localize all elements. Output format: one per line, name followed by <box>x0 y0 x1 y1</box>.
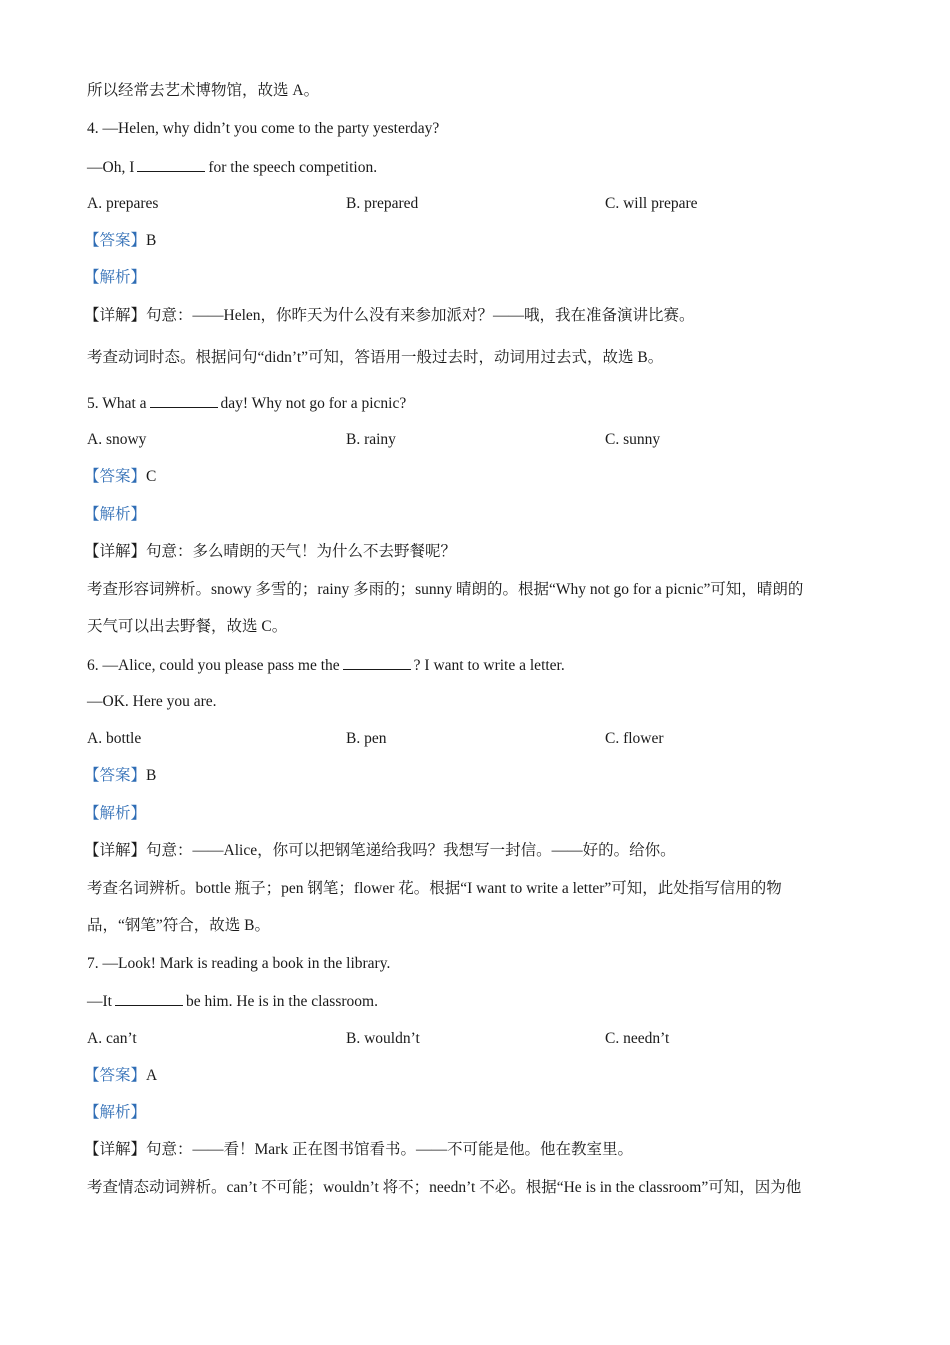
intro-text: 所以经常去艺术博物馆，故选 A。 <box>87 82 320 99</box>
q4-option-c: C. will prepare <box>605 195 698 212</box>
q5-answer-value: C <box>146 468 157 485</box>
q5-answer <box>84 467 156 487</box>
q7-stem-prefix: —It <box>87 993 112 1010</box>
q7-explain-line1: 考查情态动词辨析。can’t 不可能；wouldn’t 将不；needn’t 不必。根据“He is in the classroom”可知，因为他 <box>87 1179 802 1196</box>
q6-stem-suffix: ? I want to write a letter. <box>413 657 565 674</box>
q5-stem-suffix: day! Why not go for a picnic? <box>220 395 407 412</box>
q4-stem-line2 <box>87 157 377 178</box>
q6-stem-line1 <box>87 655 565 676</box>
q4-detail <box>84 306 695 326</box>
q6-explain-line2: 品，“钢笔”符合，故选 B。 <box>87 917 270 934</box>
q6-option-a: A. bottle <box>87 730 142 747</box>
q5-explain-line1: 考查形容词辨析。snowy 多雪的；rainy 多雨的；sunny 晴朗的。根据“Why not go for a picnic”可知，晴朗的 <box>87 581 804 598</box>
analysis-tag: 【解析】 <box>84 269 147 286</box>
q5-stem-prefix: 5. What a <box>87 395 147 412</box>
q6-answer <box>84 766 156 786</box>
q4-option-a: A. prepares <box>87 195 159 212</box>
q5-analysis-tag <box>84 505 146 525</box>
q5-detail <box>84 542 456 562</box>
answer-tag: 【答案】 <box>84 468 147 485</box>
q7-option-b: B. wouldn’t <box>346 1030 420 1047</box>
q5-option-a: A. snowy <box>87 431 147 448</box>
q7-stem-suffix: be him. He is in the classroom. <box>185 993 378 1010</box>
q6-option-b: B. pen <box>346 730 387 747</box>
q4-option-b: B. prepared <box>346 195 419 212</box>
detail-tag: 【详解】 <box>84 307 147 324</box>
q6-blank <box>343 655 411 670</box>
q7-answer-value: A <box>146 1067 158 1084</box>
detail-tag: 【详解】 <box>84 543 147 560</box>
q5-option-b: B. rainy <box>346 431 396 448</box>
q5-stem-line1 <box>87 393 406 414</box>
q5-detail-text: 句意：多么晴朗的天气！为什么不去野餐呢？ <box>146 543 457 560</box>
q4-detail-text: 句意：——Helen，你昨天为什么没有来参加派对？——哦，我在准备演讲比赛。 <box>146 307 695 324</box>
detail-tag: 【详解】 <box>84 842 147 859</box>
q7-blank <box>115 991 183 1006</box>
q7-option-c: C. needn’t <box>605 1030 670 1047</box>
q6-option-c: C. flower <box>605 730 664 747</box>
q7-option-a: A. can’t <box>87 1030 137 1047</box>
q4-stem-line1 <box>87 119 439 139</box>
q4-stem-suffix: for the speech competition. <box>208 159 378 176</box>
q4-answer-value: B <box>146 232 157 249</box>
q7-detail <box>84 1140 633 1160</box>
q6-analysis-tag <box>84 804 146 824</box>
q4-stem-text: 4. —Helen, why didn’t you come to the party yesterday? <box>87 120 440 137</box>
q4-blank <box>137 157 205 172</box>
analysis-tag: 【解析】 <box>84 1104 147 1121</box>
q6-explain-line1: 考查名词辨析。bottle 瓶子；pen 钢笔；flower 花。根据“I want to write a letter”可知，此处指写信用的物 <box>87 880 782 897</box>
q4-explain-line1: 考查动词时态。根据问句“didn’t”可知，答语用一般过去时，动词用过去式，故选 B。 <box>87 349 664 366</box>
q7-stem-text: 7. —Look! Mark is reading a book in the library. <box>87 955 391 972</box>
answer-tag: 【答案】 <box>84 1067 147 1084</box>
q6-stem-line2: —OK. Here you are. <box>87 693 217 710</box>
q4-stem-prefix: —Oh, I <box>87 159 135 176</box>
q5-option-c: C. sunny <box>605 431 661 448</box>
q5-blank <box>150 393 218 408</box>
q6-answer-value: B <box>146 767 157 784</box>
q6-detail <box>84 841 676 861</box>
answer-tag: 【答案】 <box>84 767 147 784</box>
q6-detail-text: 句意：——Alice，你可以把钢笔递给我吗？我想写一封信。——好的。给你。 <box>146 842 676 859</box>
analysis-tag: 【解析】 <box>84 805 147 822</box>
q5-explain-line2: 天气可以出去野餐，故选 C。 <box>87 618 288 635</box>
q4-analysis-tag <box>84 268 146 288</box>
analysis-tag: 【解析】 <box>84 506 147 523</box>
q7-stem-line2 <box>87 991 378 1012</box>
q7-analysis-tag <box>84 1103 146 1123</box>
q7-detail-text: 句意：——看！Mark 正在图书馆看书。——不可能是他。他在教室里。 <box>146 1141 633 1158</box>
q4-answer <box>84 231 156 251</box>
q7-answer <box>84 1066 157 1086</box>
detail-tag: 【详解】 <box>84 1141 147 1158</box>
answer-tag: 【答案】 <box>84 232 147 249</box>
q6-stem-prefix: 6. —Alice, could you please pass me the <box>87 657 340 674</box>
q7-stem-line1 <box>87 954 390 974</box>
